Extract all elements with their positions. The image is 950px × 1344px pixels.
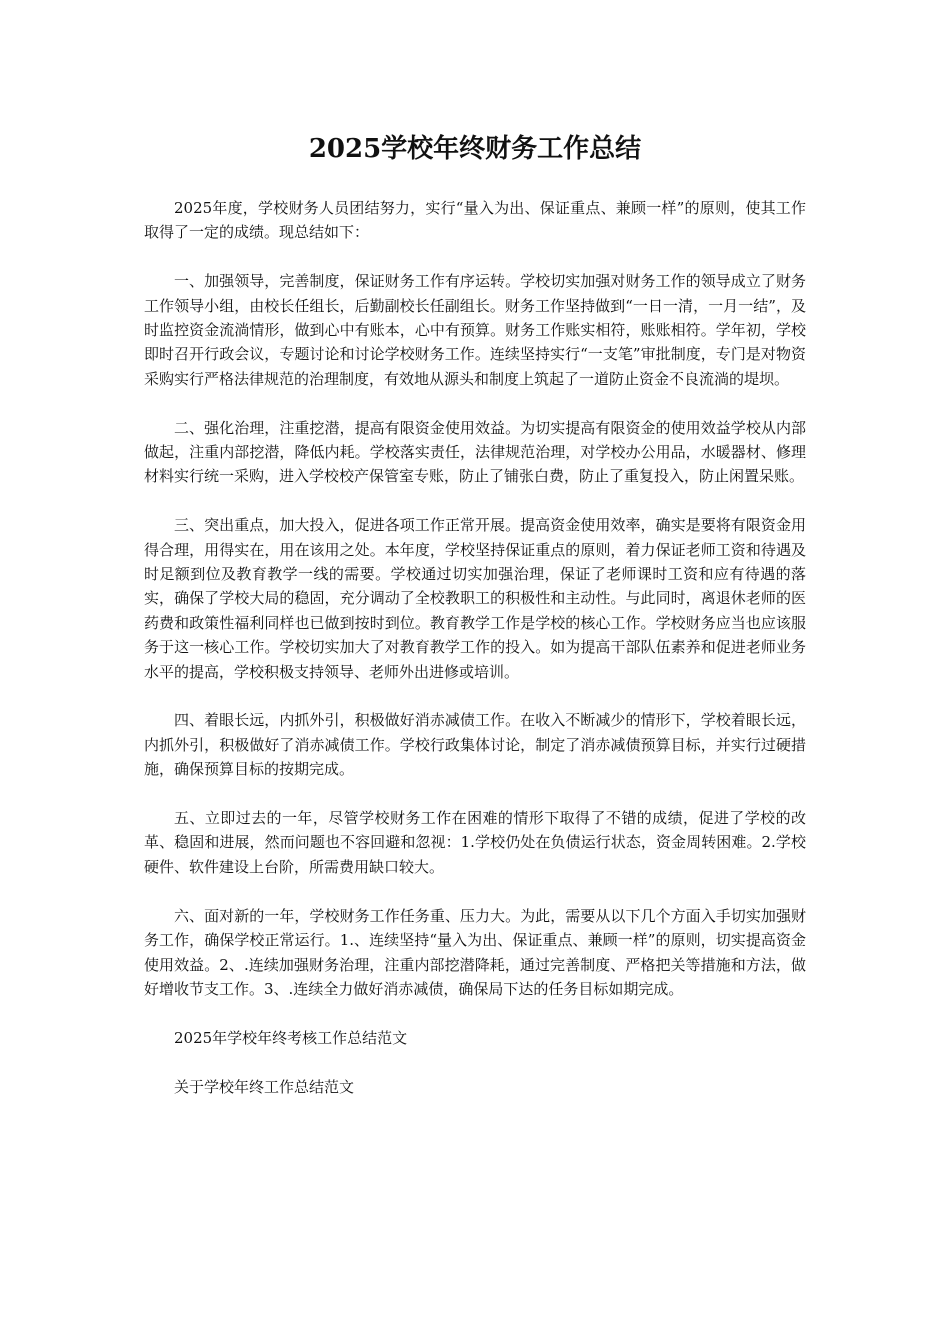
- paragraph-section-5: 五、立即过去的一年，尽管学校财务工作在困难的情形下取得了不错的成绩，促进了学校的改革、稳固和进展，然而问题也不容回避和忽视：1.学校仍处在负债运行状态，资金周转困难。2.学校硬件、软件建设上台阶，所需费用缺口较大。: [144, 809, 806, 876]
- related-article-2: 关于学校年终工作总结范文: [174, 1077, 355, 1096]
- paragraph-section-6: 六、面对新的一年，学校财务工作任务重、压力大。为此，需要从以下几个方面入手切实加强财务工作，确保学校正常运行。1.、连续坚持“量入为出、保证重点、兼顾一样”的原则，切实提高资金使用效益。2、.连续加强财务治理，注重内部挖潜降耗，通过完善制度、严格把关等措施和方法，做好增收节支工作。3、.连续全力做好消赤减债，确保局下达的任务目标如期完成。: [144, 906, 806, 998]
- related-article-1: 2025年学校年终考核工作总结范文: [174, 1028, 408, 1047]
- paragraph-section-1: 一、加强领导，完善制度，保证财务工作有序运转。学校切实加强对财务工作的领导成立了财务工作领导小组，由校长任组长，后勤副校长任副组长。财务工作坚持做到“一日一清，一月一结”，及时监控资金流淌情形，做到心中有账本，心中有预算。财务工作账实相符，账账相符。学年初，学校即时召开行政会议，专题讨论和讨论学校财务工作。连续坚持实行“一支笔”审批制度，专门是对物资采购实行严格法律规范的治理制度，有效地从源头和制度上筑起了一道防止资金不良流淌的堤坝。: [144, 272, 806, 388]
- paragraph-section-3: 三、突出重点，加大投入，促进各项工作正常开展。提高资金使用效率，确实是要将有限资金用得合理，用得实在，用在该用之处。本年度，学校坚持保证重点的原则，着力保证老师工资和待遇及时足额到位及教育教学一线的需要。学校通过切实加强治理，保证了老师课时工资和应有待遇的落实，确保了学校大局的稳固，充分调动了全校教职工的积极性和主动性。与此同时，离退休老师的医药费和政策性福利同样也已做到按时到位。教育教学工作是学校的核心工作。学校财务应当也应该服务于这一核心工作。学校切实加大了对教育教学工作的投入。如为提高干部队伍素养和促进老师业务水平的提高，学校积极支持领导、老师外出进修或培训。: [144, 516, 806, 681]
- document-page: [144, 0, 806, 1099]
- paragraph-section-4: 四、着眼长远，内抓外引，积极做好消赤减债工作。在收入不断减少的情形下，学校着眼长远，内抓外引，积极做好了消赤减债工作。学校行政集体讨论，制定了消赤减债预算目标，并实行过硬措施，确保预算目标的按期完成。: [144, 711, 806, 779]
- paragraph-section-2: 二、强化治理，注重挖潜，提高有限资金使用效益。为切实提高有限资金的使用效益学校从内部做起，注重内部挖潜，降低内耗。学校落实责任，法律规范治理，对学校办公用品，水暖器材、修理材料实行统一采购，进入学校校产保管室专账，防止了铺张白费，防止了重复投入，防止闲置呆账。: [144, 418, 806, 486]
- paragraph-intro: 2025年度，学校财务人员团结努力，实行“量入为出、保证重点、兼顾一样”的原则，使其工作取得了一定的成绩。现总结如下：: [144, 199, 806, 242]
- document-title: 2025学校年终财务工作总结: [308, 134, 642, 164]
